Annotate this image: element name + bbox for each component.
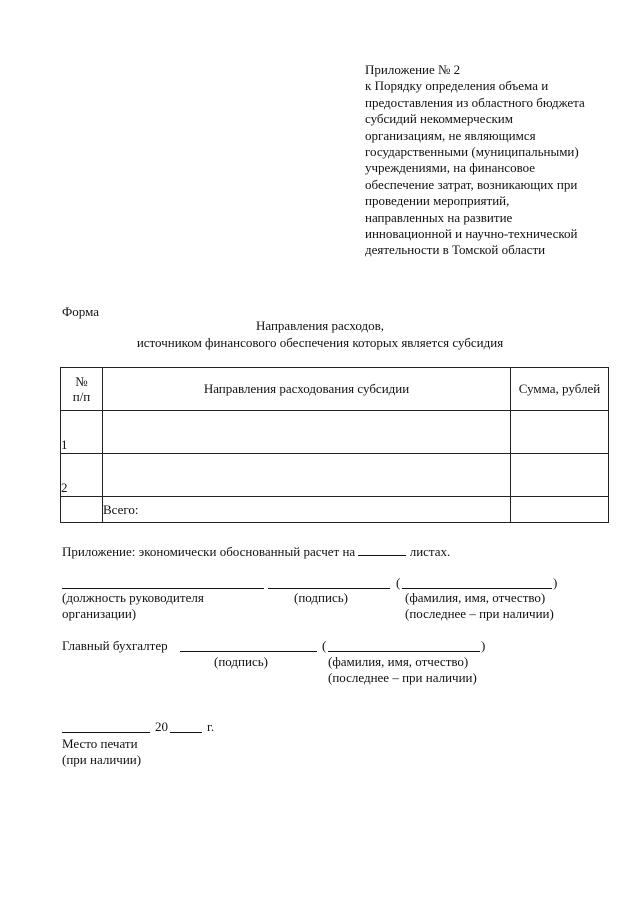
head-name-caption-line2: (последнее – при наличии) — [405, 606, 554, 621]
form-label: Форма — [62, 304, 99, 319]
row-direction-cell[interactable] — [103, 411, 511, 454]
appendix-line: организациям, не являющимся — [365, 127, 536, 143]
head-name-paren-close: ) — [553, 575, 558, 590]
appendix-line: деятельности в Томской области — [365, 242, 546, 258]
attachment-line — [62, 543, 450, 560]
appendix-line: учреждениями, на финансовое — [365, 160, 536, 176]
sheet-count-blank[interactable] — [358, 543, 406, 556]
header-number-symbol: № — [75, 374, 88, 389]
date-blank[interactable] — [62, 720, 150, 733]
chief-accountant-label: Главный бухгалтер — [62, 638, 168, 653]
year-blank[interactable] — [170, 720, 202, 733]
appendix-line: к Порядку определения объема и — [365, 78, 549, 94]
expenses-table — [60, 367, 609, 523]
position-blank[interactable] — [62, 576, 264, 589]
date-year-prefix: 20 — [155, 719, 168, 734]
table-row — [61, 411, 609, 454]
chief-name-paren-close: ) — [481, 638, 486, 653]
header-number-abbr: п/п — [72, 389, 91, 404]
attachment-suffix: листах. — [409, 544, 451, 559]
row-sum-cell[interactable] — [511, 454, 609, 497]
appendix-line: государственными (муниципальными) — [365, 143, 579, 159]
chief-name-caption-line2: (последнее – при наличии) — [328, 670, 477, 685]
attachment-prefix: Приложение: экономически обоснованный расчет на — [62, 544, 356, 559]
table-row — [61, 454, 609, 497]
row-number-cell: 2 — [61, 454, 103, 497]
appendix-line: направленных на развитие — [365, 209, 513, 225]
head-name-paren-open: ( — [396, 575, 401, 590]
row-number-cell: 1 — [61, 411, 103, 454]
head-signature-blank[interactable] — [268, 576, 390, 589]
chief-signature-caption: (подпись) — [214, 654, 268, 669]
head-signature-caption: (подпись) — [294, 590, 348, 605]
appendix-line: субсидий некоммерческим — [365, 111, 513, 127]
header-direction-cell: Направления расходования субсидии — [103, 368, 511, 411]
chief-name-caption-line1: (фамилия, имя, отчество) — [328, 654, 469, 669]
appendix-line: предоставления из областного бюджета — [365, 94, 585, 110]
appendix-line: проведении мероприятий, — [365, 193, 510, 209]
total-sum-cell[interactable] — [511, 497, 609, 523]
chief-name-paren-open: ( — [322, 638, 327, 653]
chief-signature-blank[interactable] — [180, 639, 317, 652]
appendix-header — [365, 62, 585, 259]
row-direction-cell[interactable] — [103, 454, 511, 497]
document-title-line2: источником финансового обеспечения которых является субсидия — [136, 335, 504, 350]
total-label-cell: Всего: — [103, 497, 511, 523]
stamp-label: Место печати — [62, 736, 138, 751]
chief-name-blank[interactable] — [328, 639, 480, 652]
head-name-caption-line1: (фамилия, имя, отчество) — [405, 590, 546, 605]
document-title-line1: Направления расходов, — [255, 318, 385, 333]
appendix-line: Приложение № 2 — [365, 62, 461, 77]
appendix-line: обеспечение затрат, возникающих при — [365, 176, 578, 192]
position-caption-line2: организации) — [62, 606, 137, 621]
header-number-cell — [61, 368, 103, 411]
appendix-line: инновационной и научно-технической — [365, 225, 578, 241]
table-header-row — [61, 368, 609, 411]
header-sum-cell: Сумма, рублей — [511, 368, 609, 411]
position-caption-line1: (должность руководителя — [62, 590, 204, 605]
table-total-row — [61, 497, 609, 523]
row-sum-cell[interactable] — [511, 411, 609, 454]
head-name-blank[interactable] — [402, 576, 552, 589]
stamp-note: (при наличии) — [62, 752, 142, 767]
total-number-cell — [61, 497, 103, 523]
date-year-suffix: г. — [207, 719, 215, 734]
